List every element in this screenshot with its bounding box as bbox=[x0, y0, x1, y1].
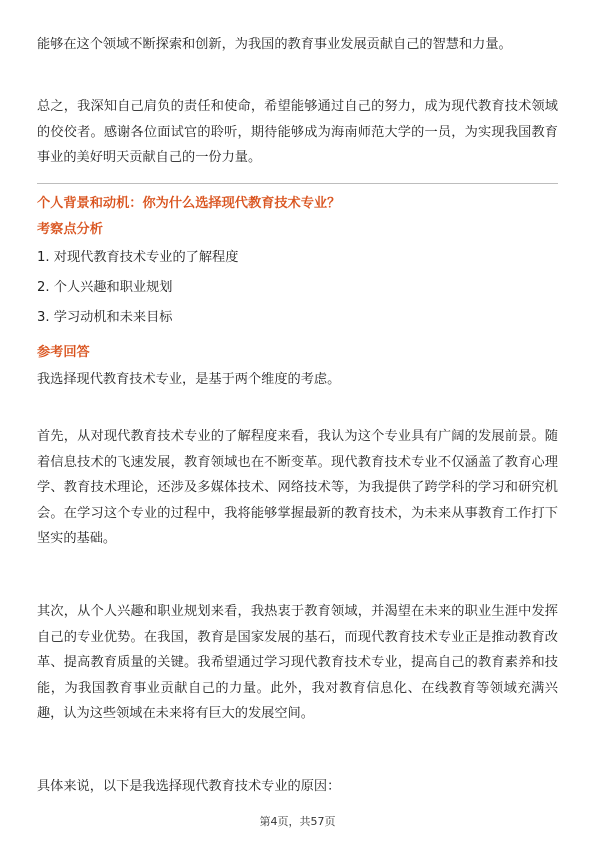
summary-paragraph: 总之，我深知自己肩负的责任和使命，希望能够通过自己的努力，成为现代教育技术领域的佼佼者。感谢各位面试官的聆听，期待能够成为海南师范大学的一员，为实现我国教育事业的美好明天贡献自己的一份力量。 bbox=[37, 99, 558, 165]
analysis-title: 考察点分析 bbox=[37, 222, 103, 237]
list-item: 1. 对现代教育技术专业的了解程度 bbox=[37, 250, 239, 265]
section-divider bbox=[37, 183, 558, 184]
list-item: 2. 个人兴趣和职业规划 bbox=[37, 280, 173, 295]
answer-first-paragraph: 首先，从对现代教育技术专业的了解程度来看，我认为这个专业具有广阔的发展前景。随着信息技术的飞速发展，教育领域也在不断变革。现代教育技术专业不仅涵盖了教育心理学、教育技术理论，还涉及多媒体技术、网络技术等，为我提供了跨学科的学习和研究机会。在学习这个专业的过程中，我将能够掌握最新的教育技术，为未来从事教育工作打下坚实的基础。 bbox=[37, 429, 558, 546]
answer-intro-paragraph: 我选择现代教育技术专业，是基于两个维度的考虑。 bbox=[37, 372, 341, 387]
continuation-paragraph: 能够在这个领域不断探索和创新，为我国的教育事业发展贡献自己的智慧和力量。 bbox=[37, 37, 512, 52]
answer-specific-paragraph: 具体来说，以下是我选择现代教育技术专业的原因： bbox=[37, 779, 341, 794]
analysis-points-list bbox=[37, 245, 238, 335]
section-title: 个人背景和动机：你为什么选择现代教育技术专业？ bbox=[37, 196, 341, 211]
answer-title: 参考回答 bbox=[37, 345, 90, 360]
list-item: 3. 学习动机和未来目标 bbox=[37, 310, 173, 325]
page-footer: 第4页，共57页 bbox=[259, 815, 336, 828]
answer-second-paragraph: 其次，从个人兴趣和职业规划来看，我热衷于教育领域，并渴望在未来的职业生涯中发挥自己的专业优势。在我国，教育是国家发展的基石，而现代教育技术专业正是推动教育改革、提高教育质量的关键。我希望通过学习现代教育技术专业，提高自己的教育素养和技能，为我国教育事业贡献自己的力量。此外，我对教育信息化、在线教育等领域充满兴趣，认为这些领域在未来将有巨大的发展空间。 bbox=[37, 604, 558, 721]
